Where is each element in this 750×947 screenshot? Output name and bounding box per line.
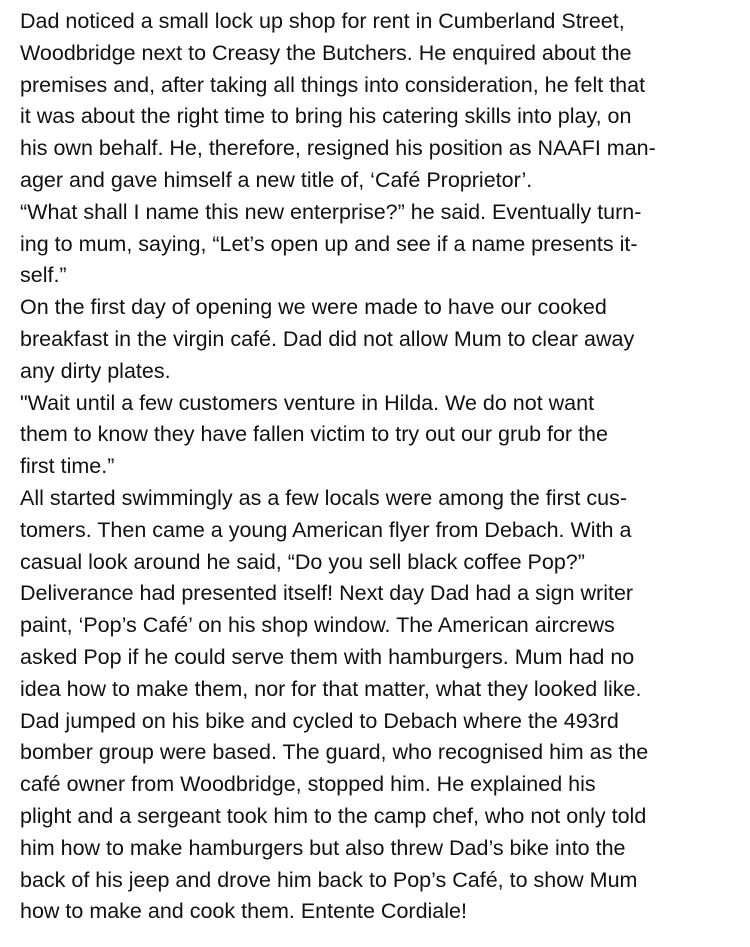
- text-line: first time.”: [20, 454, 115, 479]
- text-line: tomers. Then came a young American flyer from Debach. With a: [20, 517, 632, 542]
- text-line: ager and gave himself a new title of, ‘Café Proprietor’.: [20, 167, 533, 192]
- text-line: ing to mum, saying, “Let’s open up and see if a name presents it-: [20, 231, 638, 256]
- text-line: idea how to make them, nor for that matter, what they looked like.: [20, 676, 642, 701]
- text-line: "Wait until a few customers venture in Hilda. We do not want: [20, 390, 595, 415]
- text-line: Deliverance had presented itself! Next day Dad had a sign writer: [20, 581, 634, 606]
- text-line: premises and, after taking all things into consideration, he felt that: [20, 72, 646, 97]
- text-line: All started swimmingly as a few locals were among the first cus-: [20, 485, 627, 510]
- text-line: Woodbridge next to Creasy the Butchers. He enquired about the: [20, 40, 632, 65]
- text-line: self.”: [20, 263, 67, 288]
- document-page: [20, 6, 732, 928]
- text-line: paint, ‘Pop’s Café’ on his shop window. The American aircrews: [20, 613, 615, 638]
- text-line: “What shall I name this new enterprise?” he said. Eventually turn-: [20, 199, 642, 224]
- text-line: it was about the right time to bring his catering skills into play, on: [20, 104, 632, 129]
- text-line: On the first day of opening we were made to have our cooked: [20, 295, 607, 320]
- text-line: them to know they have fallen victim to try out our grub for the: [20, 422, 608, 447]
- text-line: breakfast in the virgin café. Dad did not allow Mum to clear away: [20, 326, 635, 351]
- text-line: his own behalf. He, therefore, resigned his position as NAAFI man-: [20, 136, 656, 161]
- text-line: casual look around he said, “Do you sell black coffee Pop?”: [20, 549, 585, 574]
- text-line: plight and a sergeant took him to the camp chef, who not only told: [20, 803, 647, 828]
- text-line: café owner from Woodbridge, stopped him. He explained his: [20, 772, 596, 797]
- text-line: how to make and cook them. Entente Cordiale!: [20, 899, 467, 924]
- text-line: Dad jumped on his bike and cycled to Debach where the 493rd: [20, 708, 619, 733]
- text-line: back of his jeep and drove him back to Pop’s Café, to show Mum: [20, 867, 638, 892]
- text-line: him how to make hamburgers but also threw Dad’s bike into the: [20, 835, 626, 860]
- text-line: asked Pop if he could serve them with hamburgers. Mum had no: [20, 644, 635, 669]
- text-line: bomber group were based. The guard, who recognised him as the: [20, 740, 649, 765]
- text-line: Dad noticed a small lock up shop for rent in Cumberland Street,: [20, 9, 625, 33]
- text-line: any dirty plates.: [20, 358, 171, 383]
